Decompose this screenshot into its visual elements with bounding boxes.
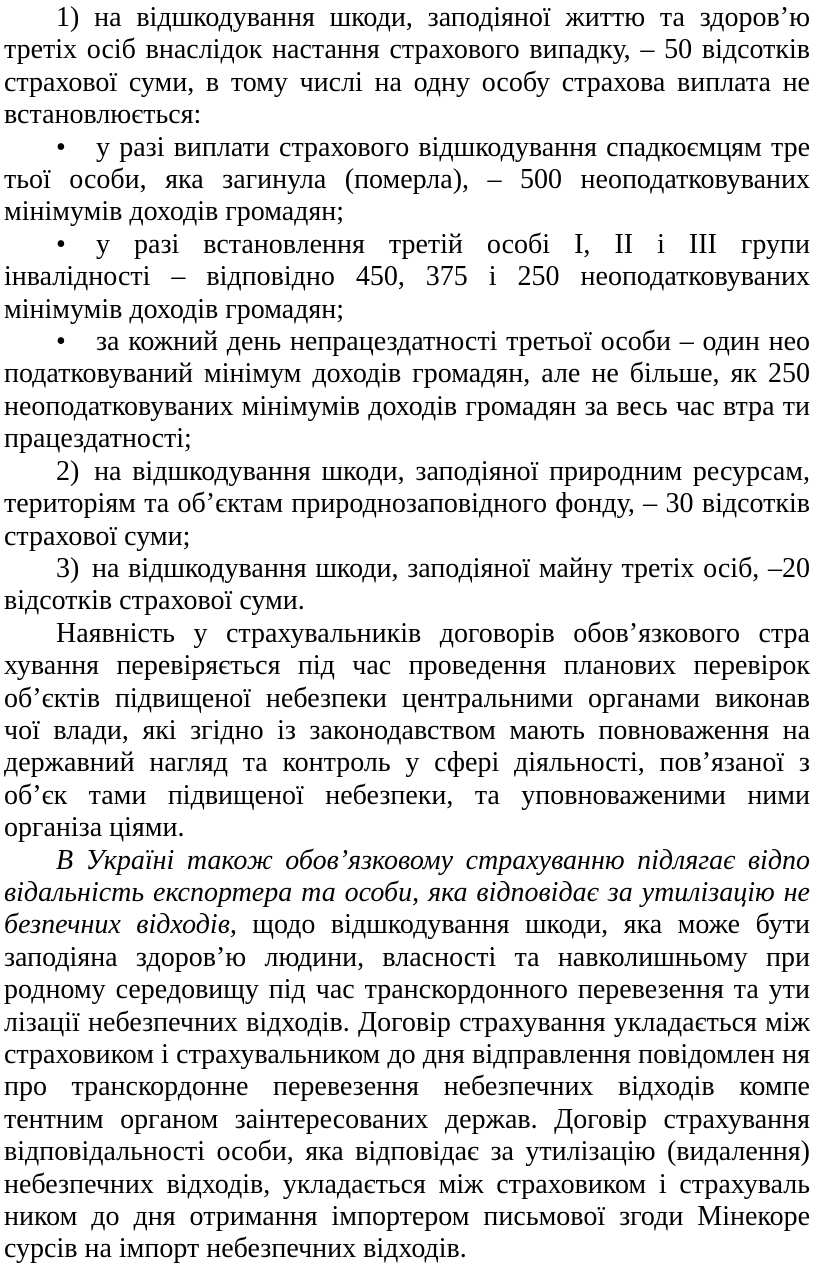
italic-lead-text: В Україні також обов’язковому страхуванню підлягає відпо відальність експортера та особи, яка відповідає за утилізацію не безпечних відходів, bbox=[4, 844, 810, 941]
bullet-item-disability bbox=[4, 229, 810, 326]
item-number: 3) bbox=[56, 552, 80, 584]
paragraph-text: Наявність у страхувальників договорів обов’язкового стра хування перевіряється під час проведення планових перевірок об’єктів підвищеної небезпеки центральними органами виконав чої влади, які згідно із законодавством мають повноваження на державний нагляд та контроль у сфері діяльності, пов’язаної з об’єк тами підвищеної небезпеки, та уповноваженими ними організа ціями. bbox=[4, 617, 810, 844]
bullet-mark: • bbox=[56, 326, 66, 358]
bullet-item-incapacity bbox=[4, 326, 810, 456]
paragraph-exporter-liability bbox=[4, 845, 810, 1266]
bullet-text: за кожний день непрацездатності третьої особи – один нео податковуваний мінімум доходів громадян, але не більше, як 250 неоподатковуваних мінімумів доходів громадян за весь час втра ти працездатності; bbox=[4, 326, 810, 455]
bullet-mark: • bbox=[56, 228, 66, 260]
paragraph-text: 1) на відшкодування шкоди, заподіяної життю та здоров’ю третіх осіб внаслідок настання страхового випадку, – 50 відсотків страхової суми, в тому числі на одну особу страхова виплата не встановлюється: bbox=[4, 2, 810, 131]
bullet-mark: • bbox=[56, 131, 66, 163]
paragraph-inspection bbox=[4, 618, 810, 845]
bullet-text: у разі встановлення третій особі I, II і III групи інвалідності – відповідно 450, 375 і 250 неоподатковуваних мінімумів доходів громадян; bbox=[4, 228, 810, 325]
numbered-item-2 bbox=[4, 456, 810, 553]
bullet-text: у разі виплати страхового відшкодування спадкоємцям тре тьої особи, яка загинула (померла), – 500 неоподатковуваних мінімумів доходів громадян; bbox=[4, 131, 810, 228]
item-number: 2) bbox=[56, 455, 80, 487]
item-text: на відшкодування шкоди, заподіяної природним ресурсам, територіям та об’єктам природнозаповідного фонду, – 30 відсотків страхової суми; bbox=[4, 455, 811, 552]
numbered-item-3 bbox=[4, 553, 810, 618]
bullet-item-heirs bbox=[4, 132, 810, 229]
item-text: на відшкодування шкоди, заподіяної майну третіх осіб, –20 відсотків страхової суми. bbox=[4, 552, 810, 617]
paragraph-text: щодо відшкодування шкоди, яка може бути заподіяна здоров’ю людини, власності та навколишньому при родному середовищу під час транскордонного перевезення та ути лізації небезпечних відходів. Договір страхування укладається між страховиком і страхувальником до дня відправлення повідомлен ня про транскордонне перевезення небезпечних відходів компе тентним органом заінтересованих держав. Договір страхування відповідальності особи, яка відповідає за утилізацію (видалення) небезпечних відходів, укладається між страховиком і страхуваль ником до дня отримання імпортером письмової згоди Мінекоре сурсів на імпорт небезпечних відходів. bbox=[4, 909, 810, 1265]
paragraph-item-1 bbox=[4, 2, 810, 132]
